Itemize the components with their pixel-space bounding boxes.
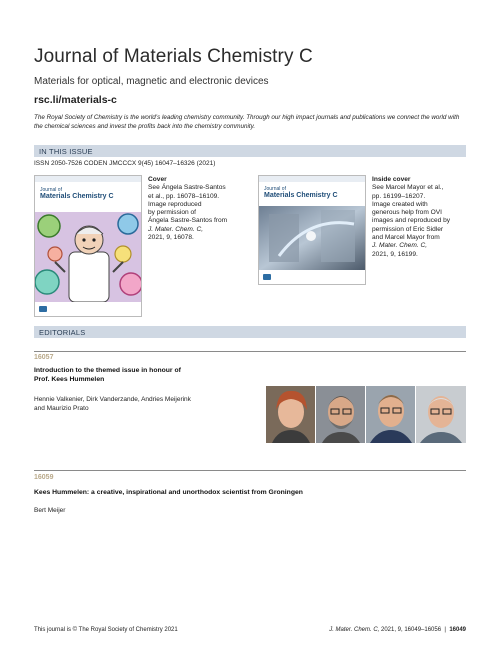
cover-caption <box>148 176 248 242</box>
cover-caption-line: Image reproduced <box>148 200 202 208</box>
footer-copyright: This journal is © The Royal Society of Chemistry 2021 <box>34 627 178 633</box>
in-this-issue-bar <box>34 145 466 157</box>
inside-cover-caption <box>372 176 472 259</box>
footer-separator: | <box>442 627 448 633</box>
inside-cover-caption-line: J. Mater. Chem. C, <box>372 242 428 250</box>
inside-cover-title-big: Materials Chemistry C <box>264 192 338 199</box>
divider <box>34 351 466 352</box>
journal-url-link[interactable]: rsc.li/materials-c <box>34 94 117 106</box>
article-page-number: 16057 <box>34 354 54 361</box>
in-this-issue-heading: IN THIS ISSUE <box>39 147 93 156</box>
article-title-line: Prof. Kees Hummelen <box>34 376 105 383</box>
article-authors <box>34 396 191 413</box>
footer-citation-rest: 2021, 9, 16049–16056 <box>379 627 442 633</box>
cover-title-big: Materials Chemistry C <box>40 193 114 200</box>
cover-caption-label: Cover <box>148 176 167 183</box>
inside-cover-caption-line: permission of Eric Sidler <box>372 225 444 233</box>
cover-caption-line: et al., pp. 16078–16109. <box>148 192 220 200</box>
inside-cover-caption-line: and Marcel Mayor from <box>372 234 440 242</box>
inside-cover-caption-line: See Marcel Mayor et al., <box>372 184 444 192</box>
journal-subtitle: Materials for optical, magnetic and electronic devices <box>34 76 269 87</box>
inside-cover-illustration <box>259 206 365 270</box>
cover-image[interactable] <box>34 175 142 317</box>
divider <box>34 470 466 471</box>
article-title-line: Introduction to the themed issue in honour of <box>34 367 181 374</box>
editorials-bar <box>34 326 466 338</box>
article-author-line: and Maurizio Prato <box>34 404 89 412</box>
article-author-line: Bert Meijer <box>34 507 66 514</box>
inside-cover-caption-line: Image created with <box>372 200 428 208</box>
inside-cover-title-small: Journal of <box>264 186 286 192</box>
inside-cover-caption-line: images and reproduced by <box>372 217 451 225</box>
article-title[interactable] <box>34 488 303 497</box>
article-title[interactable] <box>34 366 181 384</box>
cover-caption-line: 2021, 9, 16078. <box>148 234 194 242</box>
author-photo <box>366 386 415 443</box>
footer-citation <box>300 627 466 633</box>
cover-illustration <box>35 212 141 302</box>
journal-title: Journal of Materials Chemistry C <box>34 46 313 67</box>
inside-cover-caption-label: Inside cover <box>372 176 411 183</box>
cover-caption-line: J. Mater. Chem. C, <box>148 225 204 233</box>
article-authors <box>34 507 65 516</box>
editorials-heading: EDITORIALS <box>39 328 86 337</box>
rsc-blurb: The Royal Society of Chemistry is the world’s leading chemistry community. Through our high impact journals and publications we connect the world with the chemical sciences and invest the profits back into the chemistry community. <box>34 114 460 130</box>
cover-caption-line: by permission of <box>148 209 197 217</box>
cover-title-small: Journal of <box>40 187 62 193</box>
inside-cover-caption-line: pp. 16199–16207. <box>372 192 426 200</box>
footer-journal-abbrev: J. Mater. Chem. C, <box>329 627 380 633</box>
issn-line: ISSN 2050-7526 CODEN JMCCCX 9(45) 16047–16326 (2021) <box>34 160 216 167</box>
author-photos <box>266 386 466 443</box>
article-author-line: Hennie Valkenier, Dirk Vanderzande, Andries Meijerink <box>34 396 191 403</box>
article-page-number: 16059 <box>34 474 54 481</box>
inside-cover-caption-line: generous help from OVI <box>372 209 443 217</box>
cover-caption-line: Ángela Sastre-Santos from <box>148 217 228 225</box>
footer-page-number: 16049 <box>449 627 466 633</box>
cover-caption-line: See Ángela Sastre-Santos <box>148 184 226 192</box>
inside-cover-caption-line: 2021, 9, 16199. <box>372 250 418 258</box>
inside-cover-image[interactable] <box>258 175 366 285</box>
author-photo <box>316 386 365 443</box>
author-photo <box>266 386 315 443</box>
author-photo <box>416 386 466 443</box>
article-title-line: Kees Hummelen: a creative, inspirational and unorthodox scientist from Groningen <box>34 489 303 496</box>
